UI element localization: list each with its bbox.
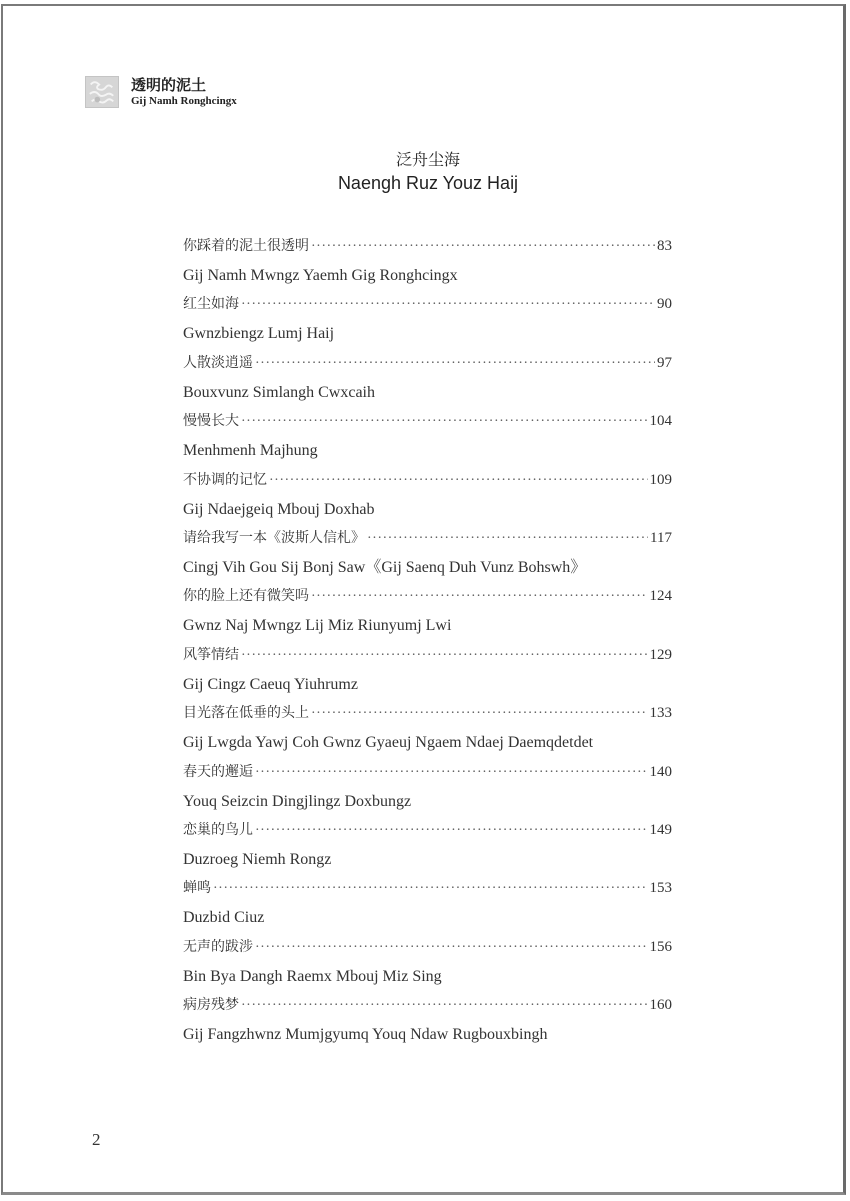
leader-dots [241, 991, 648, 1020]
toc-entry-title-en: Gwnz Naj Mwngz Lij Miz Riunyumj Lwi [183, 617, 452, 635]
toc-entry[interactable] [183, 991, 672, 1049]
toc-page-number: 83 [657, 238, 672, 254]
toc-entry-title-en: Gij Lwgda Yawj Coh Gwnz Gyaeuj Ngaem Ndaej Daemqdetdet [183, 734, 594, 752]
toc-entry[interactable] [183, 816, 672, 874]
leader-dots [213, 874, 648, 903]
toc-entry-title-en: Gij Namh Mwngz Yaemh Gig Ronghcingx [183, 267, 458, 284]
toc-entry-title-en: Bouxvunz Simlangh Cwxcaih [183, 383, 375, 401]
toc-entry-title-en: Gij Cingz Caeuq Yiuhrumz [183, 675, 358, 693]
toc-page-number: 156 [649, 938, 672, 955]
section-title-cn: 泛舟尘海 [395, 150, 460, 169]
toc-entry[interactable] [183, 290, 672, 348]
toc-entry-title-cn: 慢慢长大 [183, 413, 239, 430]
toc-page-number: 149 [649, 821, 672, 838]
toc-page-number: 90 [657, 296, 672, 313]
toc-entry-title-en: Menhmenh Majhung [183, 442, 318, 460]
toc-entry-title-en: Cingj Vih Gou Sij Bonj Saw《Gij Saenq Duh Vunz Bohswh》 [183, 558, 587, 576]
toc-entry-title-cn: 无声的跋涉 [183, 938, 253, 955]
toc-entry[interactable] [183, 933, 672, 991]
toc-entry-title-en: Bin Bya Dangh Raemx Mbouj Miz Sing [183, 967, 442, 985]
leader-dots [269, 466, 648, 495]
leader-dots [311, 232, 655, 261]
toc-page-number: 117 [650, 529, 672, 546]
toc-page-number: 153 [649, 880, 672, 897]
toc-entry-title-cn: 红尘如海 [183, 296, 239, 313]
toc-entry[interactable] [183, 466, 672, 524]
toc-entry-title-cn: 蝉鸣 [183, 880, 211, 897]
leader-dots [311, 582, 648, 611]
toc-entry-title-cn: 春天的邂逅 [183, 763, 253, 780]
toc-entry-title-cn: 你的脸上还有微笑吗 [183, 588, 309, 605]
toc-page-number: 104 [649, 413, 672, 430]
toc-entry-title-en: Duzroeg Niemh Rongz [183, 850, 332, 868]
table-of-contents [183, 232, 672, 1049]
toc-page-number: 140 [649, 763, 672, 780]
toc-entry-title-cn: 恋巢的鸟儿 [183, 821, 253, 838]
toc-entry[interactable] [183, 524, 672, 582]
leader-dots [367, 524, 648, 553]
toc-entry-title-cn: 病房残梦 [183, 997, 239, 1014]
toc-entry[interactable] [183, 407, 672, 465]
toc-entry[interactable] [183, 349, 672, 407]
toc-entry-title-en: Gij Ndaejgeiq Mbouj Doxhab [183, 500, 375, 518]
toc-page-number: 124 [649, 588, 672, 605]
page-number: 2 [92, 1130, 101, 1149]
toc-entry[interactable] [183, 699, 672, 757]
toc-entry-title-cn: 不协调的记忆 [183, 471, 267, 488]
toc-entry-title-cn: 请给我写一本《波斯人信札》 [183, 529, 365, 546]
leader-dots [241, 407, 648, 436]
toc-entry[interactable] [183, 582, 672, 640]
toc-entry-title-cn: 目光落在低垂的头上 [183, 705, 309, 722]
toc-entry-title-en: Gwnzbiengz Lumj Haij [183, 325, 335, 343]
leader-dots [241, 641, 648, 670]
running-header-title-cn: 透明的泥土 [131, 76, 207, 94]
toc-page-number: 109 [649, 471, 672, 488]
leader-dots [255, 816, 648, 845]
leader-dots [311, 699, 648, 728]
toc-entry[interactable] [183, 232, 672, 290]
leader-dots [255, 933, 648, 962]
toc-entry-title-en: Gij Fangzhwnz Mumjgyumq Youq Ndaw Rugbouxbingh [183, 1026, 548, 1044]
section-title-en: Naengh Ruz Youz Haij [337, 173, 519, 193]
toc-entry-title-en: Duzbid Ciuz [183, 909, 265, 927]
toc-page-number: 133 [649, 705, 672, 722]
leader-dots [255, 758, 648, 787]
running-header-title-en: Gij Namh Ronghcingx [131, 95, 237, 107]
toc-entry-title-cn: 风筝情结 [183, 646, 239, 663]
leader-dots [255, 349, 655, 378]
leader-dots [241, 290, 655, 319]
book-page [1, 4, 846, 1195]
toc-page-number: 97 [657, 354, 672, 371]
toc-entry[interactable] [183, 874, 672, 932]
toc-entry[interactable] [183, 758, 672, 816]
toc-entry[interactable] [183, 641, 672, 699]
decorative-cloud-pattern-icon [85, 76, 119, 108]
toc-page-number: 160 [649, 997, 672, 1014]
toc-entry-title-cn: 人散淡逍遥 [183, 354, 253, 371]
toc-entry-title-cn: 你踩着的泥土很透明 [183, 238, 309, 254]
toc-entry-title-en: Youq Seizcin Dingjlingz Doxbungz [183, 792, 412, 810]
toc-page-number: 129 [649, 646, 672, 663]
